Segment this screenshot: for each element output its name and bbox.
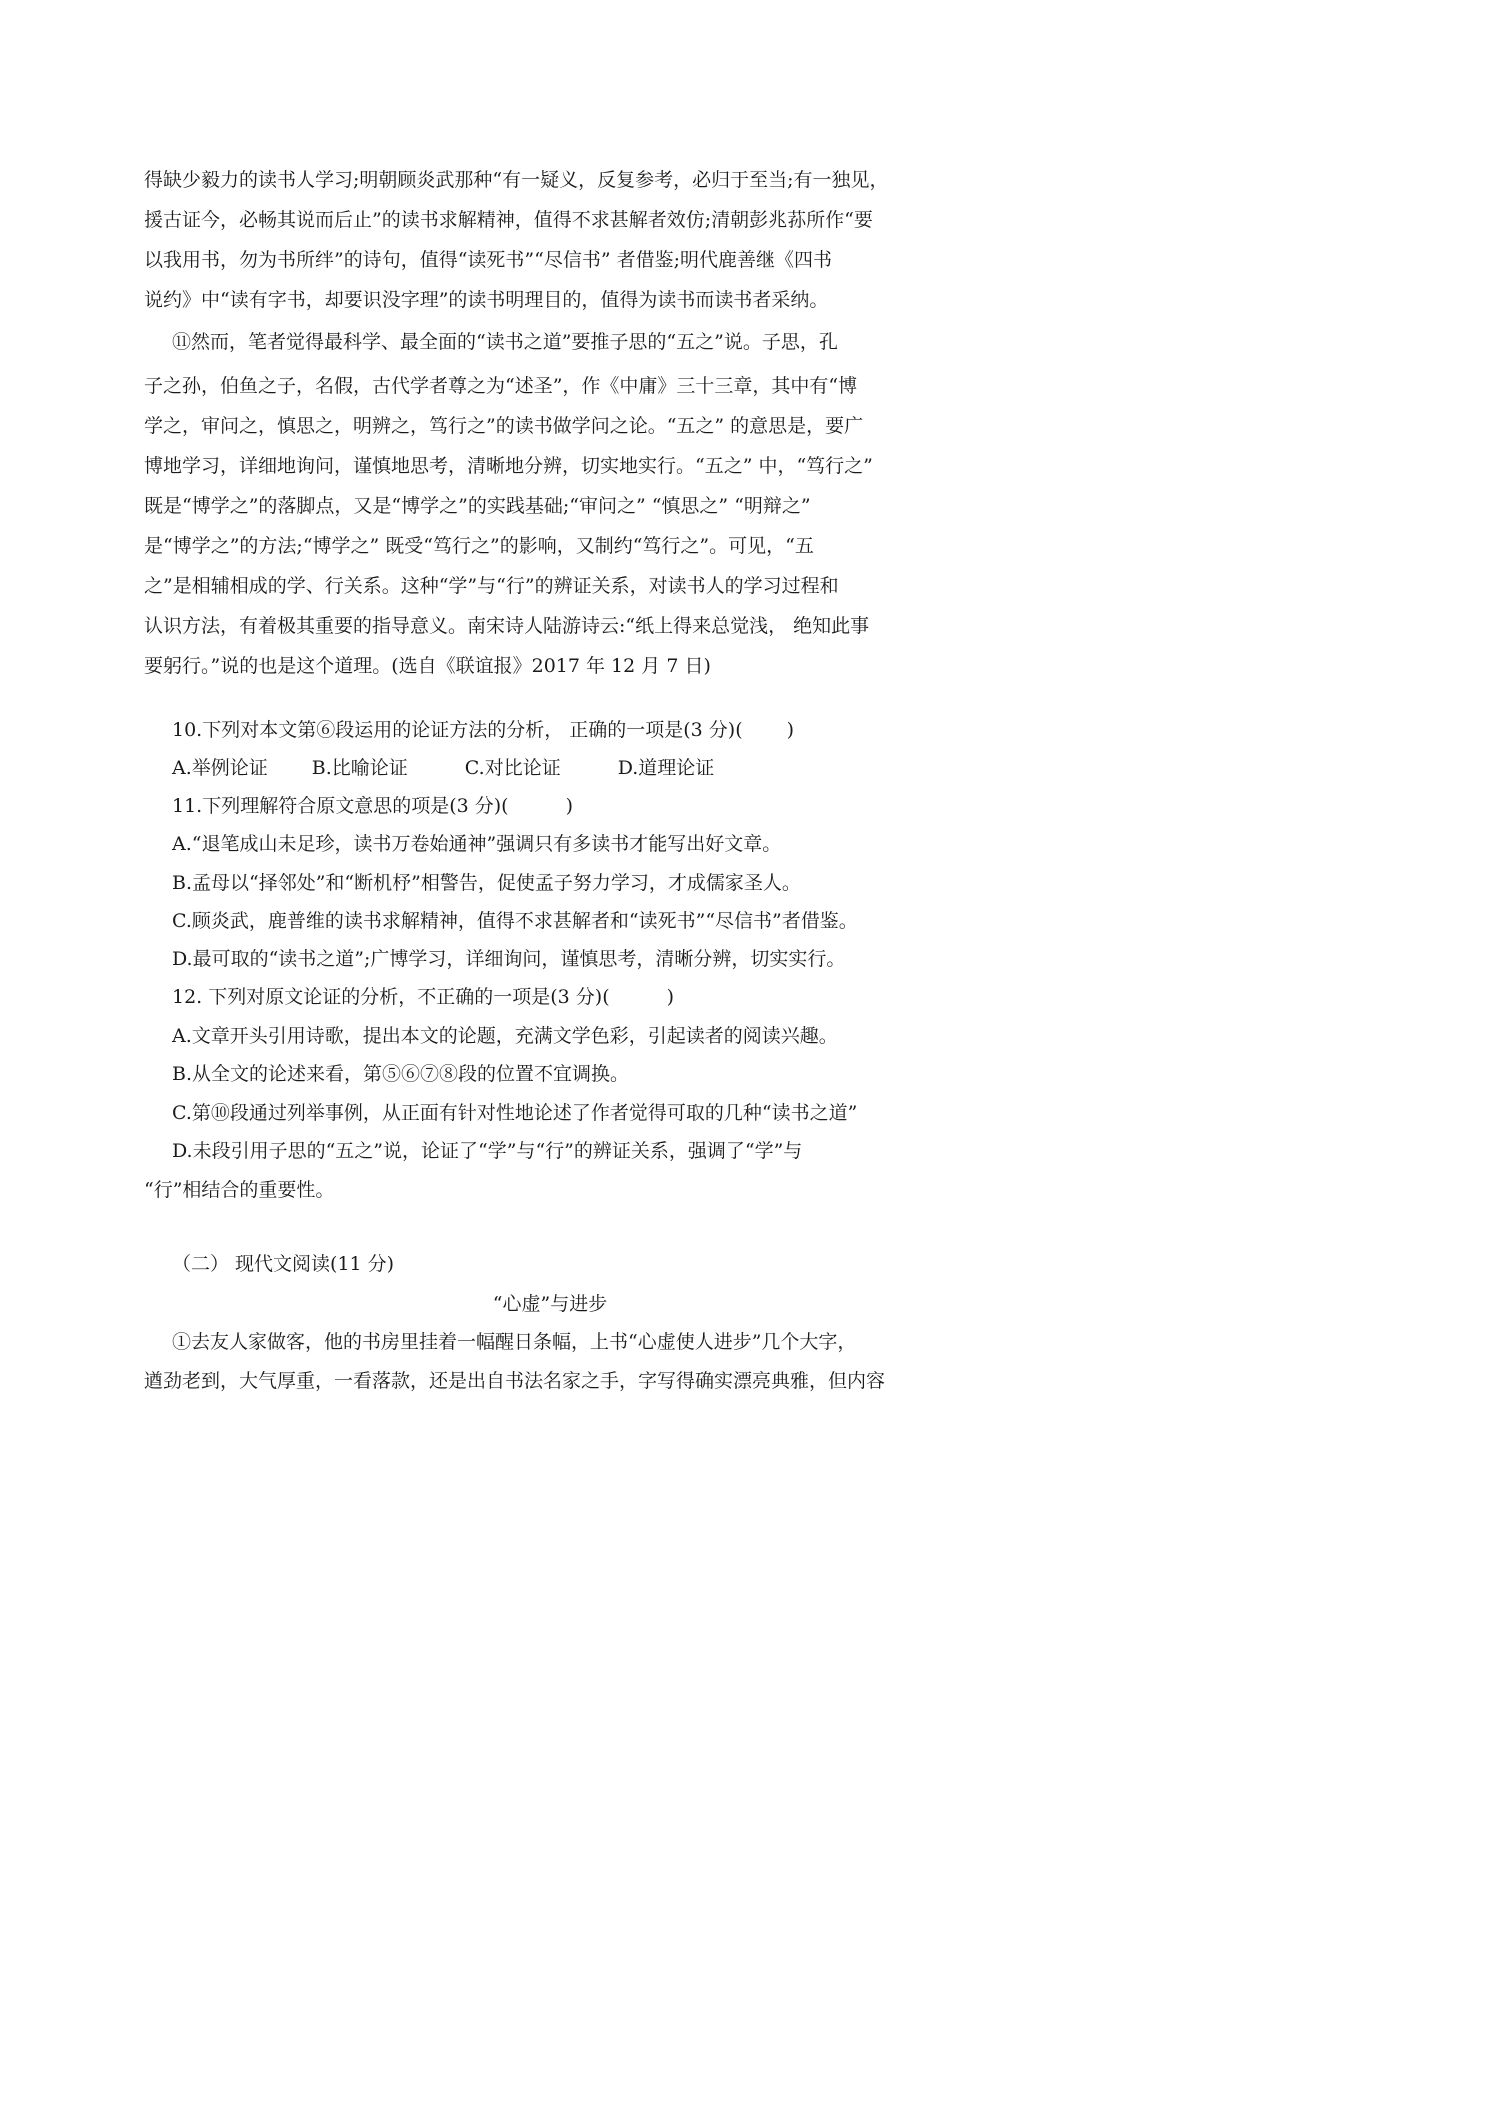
passage-line: 得缺少毅力的读书人学习;明朝顾炎武那种“有一疑义，反复参考，必归于至当;有一独见，: [144, 169, 889, 191]
passage-line: 说约》中“读有字书，却要识没字理”的读书明理目的，值得为读书而读书者采纳。: [144, 289, 829, 311]
question-12-option-b: B.从全文的论述来看，第⑤⑥⑦⑧段的位置不宜调换。: [172, 1063, 630, 1085]
question-11: 11.下列理解符合原文意思的项是(3 分)( ): [172, 795, 573, 817]
paragraph-11-line: 既是“博学之”的落脚点，又是“博学之”的实践基础;“审问之” “慎思之” “明辩之”: [144, 495, 811, 517]
question-11-option-a: A.“退笔成山未足珍，读书万卷始通神”强调只有多读书才能写出好文章。: [172, 833, 782, 855]
passage-line: 以我用书，勿为书所绊”的诗句，值得“读死书”“尽信书” 者借鉴;明代鹿善继《四书: [144, 249, 833, 271]
question-10-options: A.举例论证 B.比喻论证 C.对比论证 D.道理论证: [172, 757, 715, 779]
question-11-option-d: D.最可取的“读书之道”;广博学习，详细询问，谨慎思考，清晰分辨，切实实行。: [172, 948, 846, 970]
paragraph-11-line: 博地学习，详细地询问，谨慎地思考，清晰地分辨，切实地实行。“五之” 中，“笃行之”: [144, 455, 873, 477]
question-12-option-d: D.未段引用子思的“五之”说，论证了“学”与“行”的辨证关系，强调了“学”与: [172, 1140, 803, 1162]
question-11-option-b: B.孟母以“择邻处”和“断机杼”相警告，促使孟子努力学习，才成儒家圣人。: [172, 872, 801, 894]
question-10: 10.下列对本文第⑥段运用的论证方法的分析， 正确的一项是(3 分)( ): [172, 719, 795, 741]
article-line: ①去友人家做客，他的书房里挂着一幅醒日条幅，上书“心虚使人进步”几个大字，: [172, 1331, 857, 1353]
question-12-option-c: C.第⑩段通过列举事例，从正面有针对性地论述了作者觉得可取的几种“读书之道”: [172, 1102, 858, 1124]
paragraph-11-line: 认识方法，有着极其重要的指导意义。南宋诗人陆游诗云:“纸上得来总觉浅， 绝知此事: [144, 615, 870, 637]
question-12: 12. 下列对原文论证的分析，不正确的一项是(3 分)( ): [172, 986, 675, 1008]
paragraph-11-line: 是“博学之”的方法;“博学之” 既受“笃行之”的影响，又制约“笃行之”。可见，“五: [144, 535, 814, 557]
question-12-option-a: A.文章开头引用诗歌，提出本文的论题，充满文学色彩，引起读者的阅读兴趣。: [172, 1025, 838, 1047]
paragraph-11-line: 学之，审问之，慎思之，明辨之，笃行之”的读书做学问之论。“五之” 的意思是，要广: [144, 415, 864, 437]
question-12-option-d-cont: “行”相结合的重要性。: [144, 1179, 335, 1201]
paragraph-11-line: 子之孙，伯鱼之子，名假，古代学者尊之为“述圣”，作《中庸》三十三章，其中有“博: [144, 375, 858, 397]
article-title: “心虚”与进步: [492, 1293, 608, 1315]
paragraph-11-line: 要躬行。”说的也是这个道理。(选自《联谊报》2017 年 12 月 7 日): [144, 655, 711, 677]
question-11-option-c: C.顾炎武，鹿普维的读书求解精神，值得不求甚解者和“读死书”“尽信书”者借鉴。: [172, 910, 858, 932]
article-line: 遒劲老到，大气厚重，一看落款，还是出自书法名家之手，字写得确实漂亮典雅，但内容: [144, 1370, 886, 1392]
paragraph-11-line: 之”是相辅相成的学、行关系。这种“学”与“行”的辨证关系，对读书人的学习过程和: [144, 575, 839, 597]
section-heading: （二） 现代文阅读(11 分): [172, 1253, 395, 1275]
paragraph-11-line: ⑪然而，笔者觉得最科学、最全面的“读书之道”要推子思的“五之”说。子思，孔: [172, 331, 838, 353]
passage-line: 援古证今，必畅其说而后止”的读书求解精神，值得不求甚解者效仿;清朝彭兆荪所作“要: [144, 209, 873, 231]
